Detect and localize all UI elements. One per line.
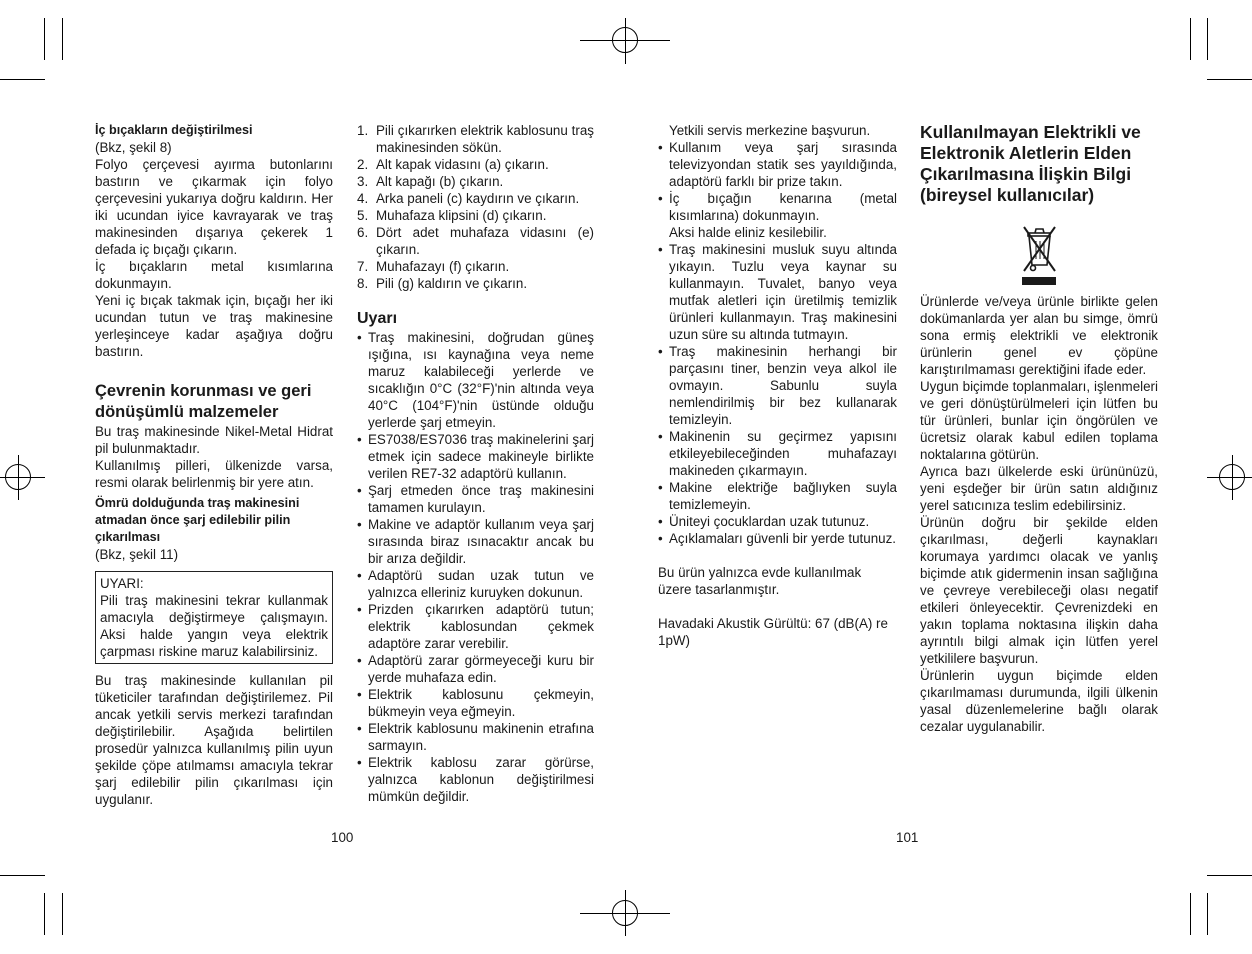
list-item: • Adaptörü zarar görmeyeceği kuru bir yerde muhafaza edin. <box>357 652 594 686</box>
paragraph: Kullanılmış pilleri, ülkenizde varsa, resmi olarak belirlenmiş bir yere atın. <box>95 458 333 490</box>
list-item: • Üniteyi çocuklardan uzak tutunuz. <box>658 513 897 530</box>
registration-mark <box>5 464 31 490</box>
paragraph: Yetkili servis merkezine başvurun. <box>669 123 871 138</box>
crop-mark <box>0 875 45 876</box>
removal-steps <box>357 122 594 292</box>
heading-warning: Uyarı <box>357 310 398 327</box>
registration-mark <box>612 27 638 53</box>
paragraph: Bu traş makinesinde kullanılan pil tüketiciler tarafından değiştirilemez. Pil ancak yetkili servis merkezi tarafından değiştirilebilir. Aşağıda belirtilen prosedür yalnızca kullanılmış pilin uyun şekilde çöpe atılmamsı amacıyla tekrar şarj edilebilir pilin çıkarılması için uygulanır. <box>95 673 333 807</box>
list-item: • Adaptörü sudan uzak tutun ve yalnızca elleriniz kuruyken dokunun. <box>357 567 594 601</box>
column-1 <box>95 122 333 808</box>
column-3 <box>658 122 897 649</box>
list-item: • İç bıçağın kenarına (metal kısımlarına) dokunmayın. Aksi halde eliniz kesilebilir. <box>658 190 897 241</box>
warning-box-title: UYARI: <box>100 576 144 591</box>
paragraph: Ürünlerde ve/veya ürünle birlikte gelen dokümanlarda yer alan bu simge, ömrü sona ermiş elektrikli ve elektronik ürünlerin genel ev çöpüne karıştırılmaması gerektiğini ifade eder. <box>920 294 1158 377</box>
list-item: • Elektrik kablosunu çekmeyin, bükmeyin veya eğmeyin. <box>357 686 594 720</box>
list-item: 7. Muhafazayı (f) çıkarın. <box>357 259 510 274</box>
crop-mark <box>1190 18 1191 60</box>
list-item: 2. Alt kapak vidasını (a) çıkarın. <box>357 157 549 172</box>
crop-mark <box>1190 893 1191 935</box>
paragraph: (Bkz, şekil 11) <box>95 547 179 562</box>
heading-remove-battery: Ömrü dolduğunda traş makinesini atmadan önce şarj edilebilir pilin çıkarılması <box>95 496 300 544</box>
list-item: • Makinenin su geçirmez yapısını etkileyebileceğinden muhafazayı makineden çıkarmayın. <box>658 428 897 479</box>
list-item: • Makine elektriğe bağlıyken suyla temizlemeyin. <box>658 479 897 513</box>
paragraph: Uygun biçimde toplanmaları, işlenmeleri ve geri dönüştürülmeleri için lütfen bu tür ürünleri, bunlar için öngörülen ve ücretsiz olarak kabul edilen toplama noktalarına götürün. <box>920 379 1158 462</box>
paragraph: Havadaki Akustik Gürültü: 67 (dB(A) re 1pW) <box>658 616 888 648</box>
column-4 <box>920 122 1158 735</box>
crop-mark <box>1207 79 1252 80</box>
list-item: • Elektrik kablosunu makinenin etrafına sarmayın. <box>357 720 594 754</box>
list-item: 8. Pili (g) kaldırın ve çıkarın. <box>357 276 528 291</box>
warning-box <box>95 571 333 664</box>
list-item: • Makine ve adaptör kullanım veya şarj sırasında biraz ısınacaktır ancak bu bir arıza değildir. <box>357 516 594 567</box>
list-item: 3. Alt kapağı (b) çıkarın. <box>357 174 504 189</box>
list-item: • Kullanım veya şarj sırasında televizyondan statik ses yayıldığında, adaptörü farklı bir prize takın. <box>658 139 897 190</box>
crop-mark <box>62 18 63 60</box>
heading-disposal: Kullanılmayan Elektrikli ve Elektronik Aletlerin Elden Çıkarılmasına İlişkin Bilgi (bireysel kullanıcılar) <box>920 122 1141 205</box>
paragraph: Yeni iç bıçak takmak için, bıçağı her iki ucundan tutun ve traş makinesine yerleşinceye kadar aşağıya doğru bastırın. <box>95 293 333 359</box>
crop-mark <box>1207 18 1208 60</box>
heading-blades: İç bıçakların değiştirilmesi <box>95 123 253 137</box>
crop-mark <box>1207 893 1208 935</box>
list-item: • ES7038/ES7036 traş makinelerini şarj etmek için sadece makineyle birlikte verilen RE7-32 adaptörü kullanın. <box>357 431 594 482</box>
page-number: 101 <box>896 830 919 845</box>
paragraph: Bu traş makinesinde Nikel-Metal Hidrat pil bulunmaktadır. <box>95 424 333 456</box>
crossed-out-wheelie-bin-icon <box>1019 221 1059 287</box>
heading-environment: Çevrenin korunması ve geri dönüşümlü malzemeler <box>95 382 312 421</box>
list-item: 1. Pili çıkarırken elektrik kablosunu traş makinesinden sökün. <box>357 123 594 155</box>
paragraph: Ürünün doğru bir şekilde elden çıkarılması, değerli kaynakları korumaya yardımcı olacak ve yanlış biçimde atık gidermenin insan sağlığına ve çevreye verebileceği olası negatif etkileri önleyecektir. Çevrenizdeki en yakın toplama noktasına ilişkin daha ayrıntılı bilgi almak için lütfen yerel yetkililere başvurun. <box>920 515 1158 666</box>
list-item: 5. Muhafaza klipsini (d) çıkarın. <box>357 208 547 223</box>
crop-mark <box>62 893 63 935</box>
paragraph: Bu ürün yalnızca evde kullanılmak üzere tasarlanmıştır. <box>658 565 862 597</box>
crop-mark <box>44 18 45 60</box>
paragraph: İç bıçakların metal kısımlarına dokunmayın. <box>95 259 333 291</box>
list-item: • Prizden çıkarırken adaptörü tutun; elektrik kablosundan çekmek adaptöre zarar verebilir. <box>357 601 594 652</box>
page-number: 100 <box>331 830 354 845</box>
paragraph: Ürünlerin uygun biçimde elden çıkarılmaması durumunda, ilgili ülkenin yasal düzenlemelerine bağlı olarak cezalar uygulanabilir. <box>920 668 1158 734</box>
registration-mark <box>612 900 638 926</box>
paragraph: Folyo çerçevesi ayırma butonlarını bastırın ve çıkarmak için folyo çerçevesini yukarıya doğru kaldırın. Her iki ucundan iyice kavrayarak ve traş makinesinden dışarıya çekerek 1 defada iç bıçağı çıkarın. <box>95 157 333 257</box>
crop-mark <box>0 79 45 80</box>
list-item: 4. Arka paneli (c) kaydırın ve çıkarın. <box>357 191 580 206</box>
paragraph: (Bkz, şekil 8) <box>95 140 172 155</box>
list-item: • Traş makinesinin herhangi bir parçasını tiner, benzin veya alkol ile ovmayın. Sabunlu suyla nemlendirilmiş bir bez kullanarak temizleyin. <box>658 343 897 428</box>
list-item: • Traş makinesini, doğrudan güneş ışığına, ısı kaynağına veya neme maruz kalabileceği yerlerde ve sıcaklığın 0°C (32°F)'nin altında veya 40°C (104°F)'nin üstünde olduğu yerlerde şarj etmeyin. <box>357 329 594 431</box>
warning-list <box>658 139 897 547</box>
list-item: 6. Dört adet muhafaza vidasını (e) çıkarın. <box>357 225 594 257</box>
warning-box-text: Pili traş makinesini tekrar kullanmak amacıyla değiştirmeye çalışmayın. Aksi halde yangın veya elektrik çarpması riskine maruz kalabilirsiniz. <box>100 593 328 659</box>
list-item: • Traş makinesini musluk suyu altında yıkayın. Tuzlu veya kaynar su kullanmayın. Tuvalet, banyo veya mutfak aletleri için üretilmiş temizlik ürünleri kullanmayın. Traş makinesini uzun süre su altında tutmayın. <box>658 241 897 343</box>
list-item: • Şarj etmeden önce traş makinesini tamamen kurulayın. <box>357 482 594 516</box>
warning-list <box>357 329 594 805</box>
paragraph: Ayrıca bazı ülkelerde eski ürününüzü, yeni eşdeğer bir ürün satın aldığınız yerel satıcınıza teslim edebilirsiniz. <box>920 464 1158 513</box>
list-item: • Elektrik kablosu zarar görürse, yalnızca kablonun değiştirilmesi mümkün değildir. <box>357 754 594 805</box>
column-2 <box>357 122 594 805</box>
registration-mark <box>1219 464 1245 490</box>
crop-mark <box>44 893 45 935</box>
crop-mark <box>1207 875 1252 876</box>
list-item: • Açıklamaları güvenli bir yerde tutunuz. <box>658 530 897 547</box>
